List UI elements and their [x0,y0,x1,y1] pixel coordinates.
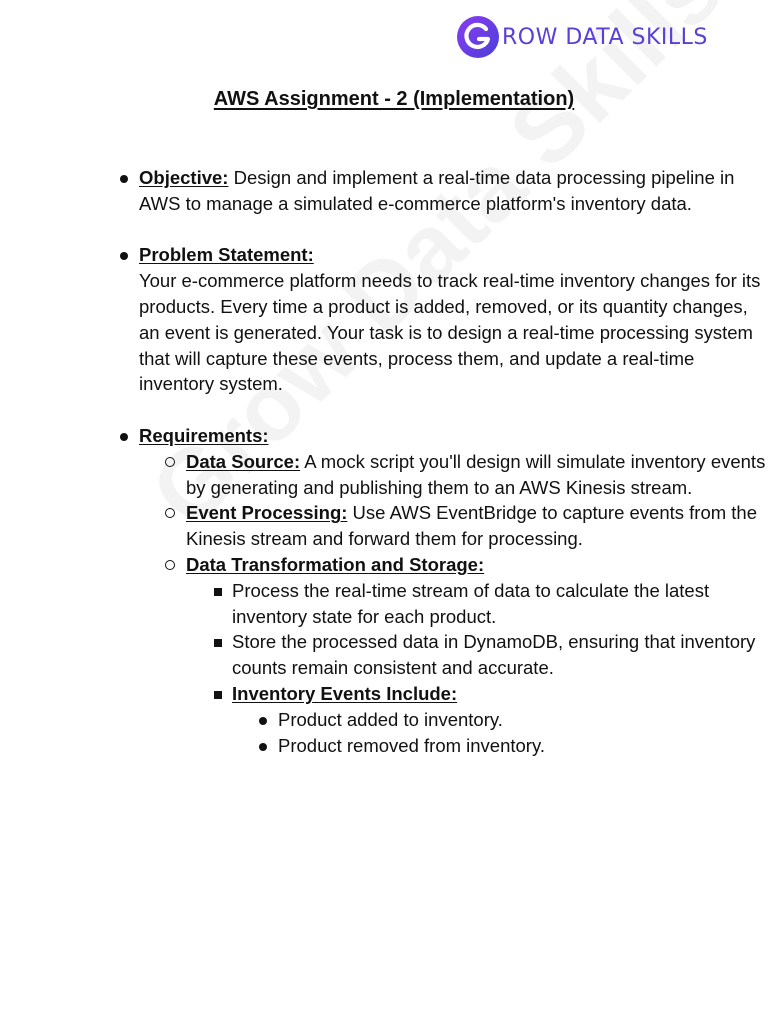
event-text: Product added to inventory. [278,708,503,730]
inventory-events-item [0,681,768,707]
data-source-item [0,449,768,501]
event-text: Product removed from inventory. [278,734,545,756]
requirements-item [0,423,768,449]
data-source-label: Data Source: [186,450,301,472]
logo [456,15,708,59]
objective-item [0,165,768,217]
problem-statement-label: Problem Statement: [139,244,314,266]
event-processing-text: Use AWS EventBridge to capture events from the Kinesis stream and forward them for processing. [186,502,758,550]
objective-text: Design and implement a real-time data processing pipeline in AWS to manage a simulated e-commerce platform's inventory data. [139,167,735,214]
process-text: Process the real-time stream of data to calculate the latest inventory state for each product. [232,579,710,627]
event-processing-label: Event Processing: [186,502,348,524]
inventory-events-label: Inventory Events Include: [232,682,458,704]
problem-statement-item [0,242,768,397]
store-text: Store the processed data in DynamoDB, ensuring that inventory counts remain consistent and accurate. [232,631,756,679]
document-body [0,165,768,758]
store-item [0,629,768,681]
logo-text: ROW DATA SKILLS [502,24,708,50]
page-title: AWS Assignment - 2 (Implementation) [213,88,575,110]
event-processing-item [0,500,768,552]
event-item [0,707,768,733]
grow-data-skills-logo-icon [456,15,500,59]
requirements-label: Requirements: [139,424,269,446]
problem-statement-text: Your e-commerce platform needs to track real-time inventory changes for its products. Every time a product is added, removed, or its quantity changes, an event is generated. Your task is to design a real-time processing system that will capture these events, process them, and update a real-time inventory system. [139,270,761,395]
transformation-label: Data Transformation and Storage: [186,553,485,575]
transformation-item [0,552,768,578]
process-item [0,578,768,630]
event-item [0,733,768,759]
objective-label: Objective: [139,167,229,188]
data-source-text: A mock script you'll design will simulate inventory events by generating and publishing them to an AWS Kinesis stream. [186,450,766,498]
